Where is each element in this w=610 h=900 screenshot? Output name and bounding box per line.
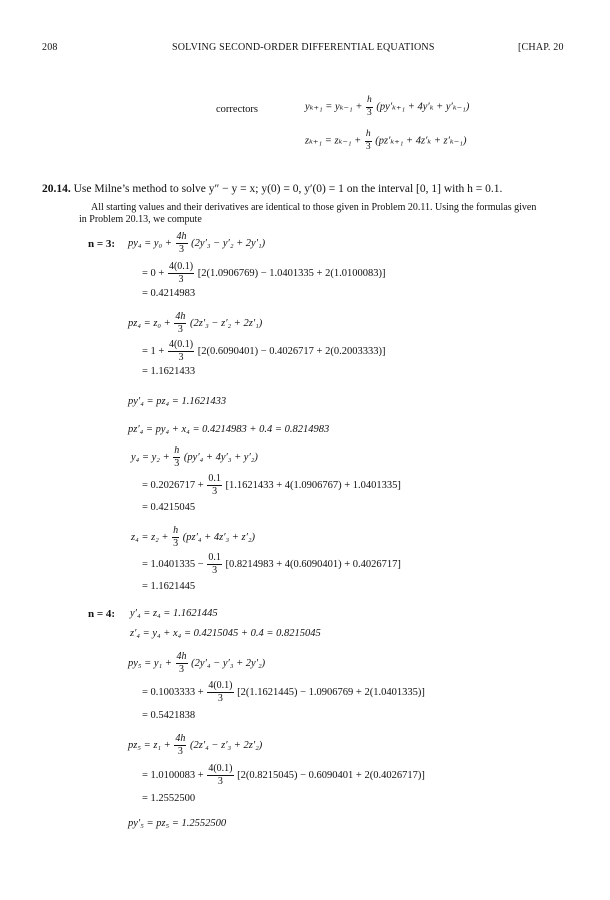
z4-fraction: $\frac{h}{3}$ <box>173 525 179 549</box>
chapter-label: [CHAP. 20 <box>518 42 564 53</box>
y4-substitution: = 0.2026717 + $\frac{0.1}{3}$ [1.1621433 + 4(1.0906767) + 1.0401335] <box>142 473 401 497</box>
step-label-n4: n = 4: <box>88 608 116 620</box>
py4-fraction: $\frac{4h}{3}$ <box>176 231 187 255</box>
corrector-z-lhs: zₖ₊₁ = zₖ₋₁ + <box>305 135 362 147</box>
corrector-y-equation <box>305 96 469 118</box>
pz5-sub-fraction: $\frac{4(0.1)}{3}$ <box>208 763 233 787</box>
corrector-z-equation <box>305 130 466 152</box>
pz4-sub-fraction: $\frac{4(0.1)}{3}$ <box>168 339 194 363</box>
z4-sub-fraction: $\frac{0.1}{3}$ <box>208 552 221 576</box>
corrector-z-rhs: (pz′ₖ₊₁ + 4z′ₖ + z′ₖ₋₁) <box>375 135 467 147</box>
pz5-formula: pz₅ = z₁ + $\frac{4h}{3}$ (2z′₄ − z′₃ + 2z′₂) <box>128 733 263 757</box>
correctors-label: correctors <box>216 104 258 115</box>
pz5-fraction: $\frac{4h}{3}$ <box>175 733 186 757</box>
py5-substitution: = 0.1003333 + $\frac{4(0.1)}{3}$ [2(1.1621445) − 1.0906769 + 2(1.0401335)] <box>142 680 425 704</box>
intro-line-1: All starting values and their derivatives are identical to those given in Problem 20.11. Using the formulas given <box>91 202 537 213</box>
py5-result: = 0.5421838 <box>142 710 196 721</box>
z4-formula: z₄ = z₂ + $\frac{h}{3}$ (pz′₄ + 4z′₃ + z′₂) <box>131 525 256 549</box>
page-number: 208 <box>42 42 58 53</box>
pz5-result: = 1.2552500 <box>142 793 196 804</box>
step-label-n3: n = 3: <box>88 238 116 250</box>
corrector-y-fraction: $\frac{h}{3}$ <box>367 95 372 118</box>
py5-formula: py₅ = y₁ + $\frac{4h}{3}$ (2y′₄ − y′₃ + 2y′₂) <box>128 651 266 675</box>
problem-statement: Use Milne’s method to solve y″ − y = x; y(0) = 0, y′(0) = 1 on the interval [0, 1] with h = 0.1. <box>73 183 503 195</box>
py5-fraction: $\frac{4h}{3}$ <box>176 651 187 675</box>
pz4-prime-line: pz′₄ = py₄ + x₄ = 0.4214983 + 0.4 = 0.8214983 <box>128 424 330 435</box>
running-title: SOLVING SECOND-ORDER DIFFERENTIAL EQUATIONS <box>172 42 435 53</box>
corrector-y-lhs: yₖ₊₁ = yₖ₋₁ + <box>305 101 363 113</box>
corrector-z-fraction: $\frac{h}{3}$ <box>365 129 371 152</box>
pz4-formula: pz₄ = z₀ + $\frac{4h}{3}$ (2z′₃ − z′₂ + 2z′₁) <box>128 311 263 335</box>
py5-prime-line: py′₅ = pz₅ = 1.2552500 <box>128 818 227 829</box>
y4-fraction: $\frac{h}{3}$ <box>174 445 180 469</box>
py5-sub-fraction: $\frac{4(0.1)}{3}$ <box>208 680 233 704</box>
pz4-result: = 1.1621433 <box>142 366 196 377</box>
intro-line-2: in Problem 20.13, we compute <box>79 214 202 225</box>
problem-number: 20.14. <box>42 183 71 195</box>
pz4-fraction: $\frac{4h}{3}$ <box>175 311 186 335</box>
y4-formula: y₄ = y₂ + $\frac{h}{3}$ (py′₄ + 4y′₃ + y′₂) <box>131 445 258 469</box>
y4-result: = 0.4215045 <box>142 502 196 513</box>
pz5-substitution: = 1.0100083 + $\frac{4(0.1)}{3}$ [2(0.8215045) − 0.6090401 + 2(0.4026717)] <box>142 763 425 787</box>
problem-heading <box>42 183 502 195</box>
y4-prime-line: y′₄ = z₄ = 1.1621445 <box>130 608 218 619</box>
py4-result: = 0.4214983 <box>142 288 196 299</box>
pz4-substitution: = 1 + $\frac{4(0.1)}{3}$ [2(0.6090401) − 0.4026717 + 2(0.2003333)] <box>142 339 386 363</box>
corrector-y-rhs: (py′ₖ₊₁ + 4y′ₖ + y′ₖ₋₁) <box>376 101 470 113</box>
py4-sub-fraction: $\frac{4(0.1)}{3}$ <box>168 261 194 285</box>
z4-result: = 1.1621445 <box>142 581 196 592</box>
py4-formula: py₄ = y₀ + $\frac{4h}{3}$ (2y′₃ − y′₂ + 2y′₁) <box>128 231 266 255</box>
py4-substitution: = 0 + $\frac{4(0.1)}{3}$ [2(1.0906769) − 1.0401335 + 2(1.0100083)] <box>142 261 386 285</box>
py4-prime-line: py′₄ = pz₄ = 1.1621433 <box>128 396 227 407</box>
z4-prime-line: z′₄ = y₄ + x₄ = 0.4215045 + 0.4 = 0.8215045 <box>130 628 321 639</box>
z4-substitution: = 1.0401335 − $\frac{0.1}{3}$ [0.8214983 + 4(0.6090401) + 0.4026717] <box>142 552 401 576</box>
y4-sub-fraction: $\frac{0.1}{3}$ <box>208 473 221 497</box>
